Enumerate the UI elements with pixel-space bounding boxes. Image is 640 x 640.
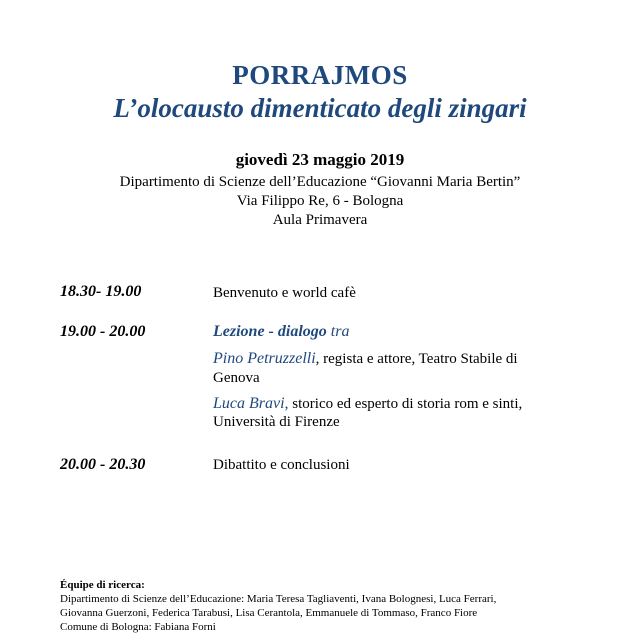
footer-heading: Équipe di ricerca: [60, 579, 145, 591]
lesson-title: Lezione - dialogo [213, 323, 327, 340]
slot3-text: Dibattito e conclusioni [213, 457, 350, 473]
page-subtitle: L’olocausto dimenticato degli zingari [113, 93, 527, 123]
event-address: Via Filippo Re, 6 - Bologna [236, 193, 404, 209]
footer-line1: Dipartimento di Scienze dell’Educazione: Maria Teresa Tagliaventi, Ivana Bolognesi, Luca Ferrari, [60, 593, 497, 605]
speaker1-line2: Genova [213, 370, 260, 386]
event-room: Aula Primavera [272, 212, 368, 228]
slot2-time: 19.00 - 20.00 [60, 323, 146, 340]
speaker2-line2: Università di Firenze [213, 414, 340, 430]
speaker2-line1 [213, 395, 522, 413]
slot2-lesson [213, 323, 349, 341]
speaker1-desc: , regista e attore, Teatro Stabile di [315, 351, 518, 367]
slot1-time: 18.30- 19.00 [60, 283, 142, 300]
footer-line2: Giovanna Guerzoni, Federica Tarabusi, Lisa Cerantola, Emmanuele di Tommaso, Franco Fiore [60, 607, 478, 619]
slot1-text: Benvenuto e world cafè [213, 285, 356, 301]
speaker1-line1 [213, 350, 518, 368]
footer-line3: Comune di Bologna: Fabiana Forni [60, 621, 216, 633]
slot3-time: 20.00 - 20.30 [60, 456, 146, 473]
speaker2-name: Luca Bravi, [213, 395, 289, 412]
lesson-connector: tra [326, 323, 350, 340]
page-title: PORRAJMOS [232, 60, 408, 90]
event-department: Dipartimento di Scienze dell’Educazione “Giovanni Maria Bertin” [119, 174, 521, 190]
event-date: giovedì 23 maggio 2019 [235, 150, 405, 169]
speaker1-name: Pino Petruzzelli [213, 350, 316, 367]
speaker2-desc: storico ed esperto di storia rom e sinti, [288, 396, 523, 412]
